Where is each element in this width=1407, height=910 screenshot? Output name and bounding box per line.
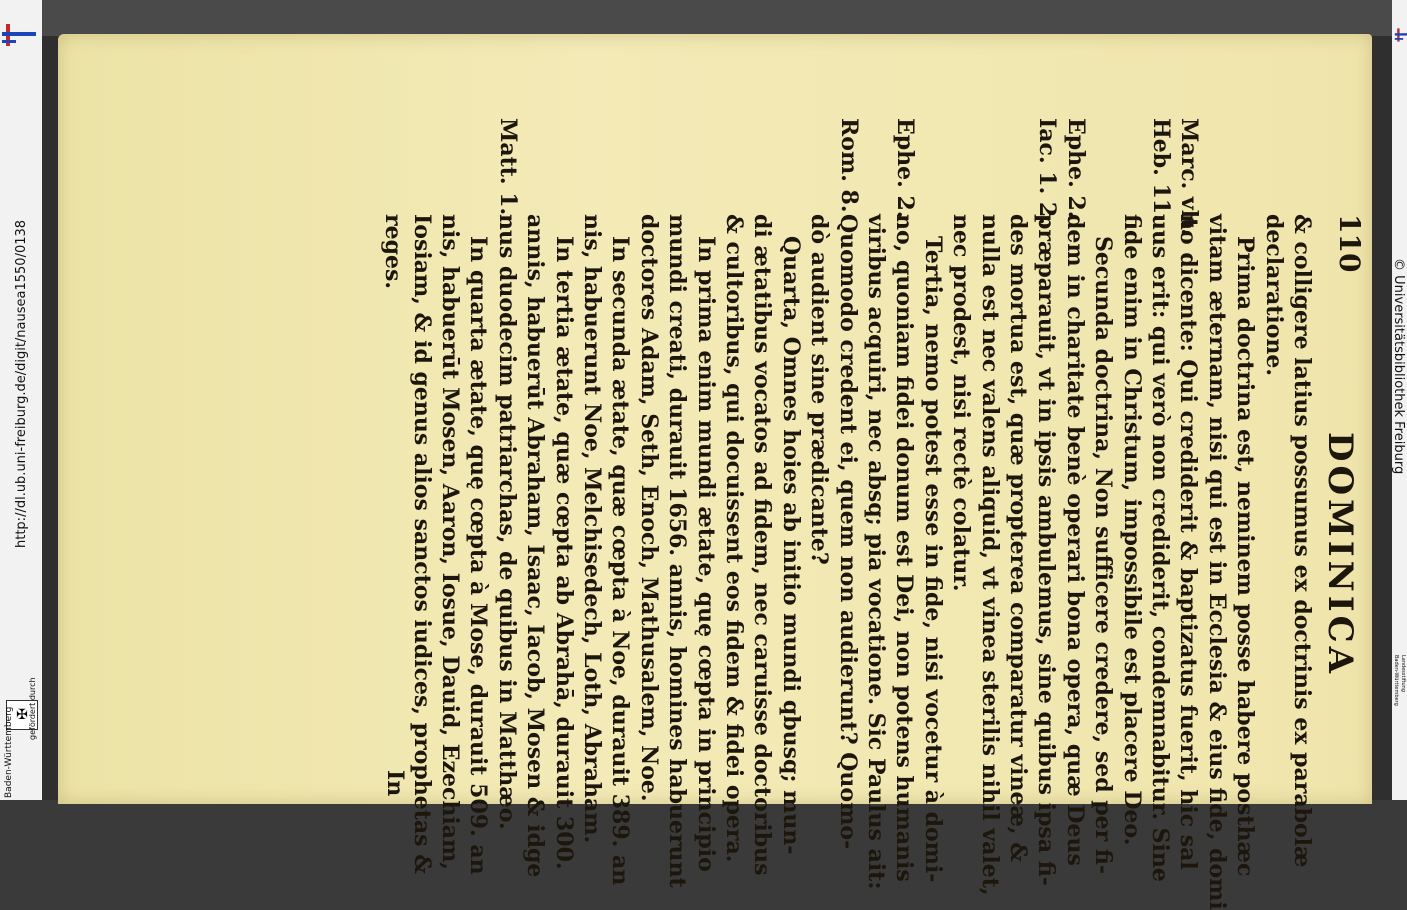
margin-reference: Marc. vlt. bbox=[1176, 118, 1203, 236]
catchword: In bbox=[382, 770, 408, 797]
page-number: 110 bbox=[1333, 214, 1366, 273]
text-line: des mortua est, quæ propterea comparatur vineæ, & bbox=[1005, 214, 1031, 863]
text-line: nus duodecim patriarchas, de quibus in Matthæo. bbox=[493, 214, 520, 830]
margin-reference: Matt. 1. bbox=[494, 118, 521, 216]
text-line: nis, habuerūt Mosen, Aaron, Iosue, Dauid, Ezechiam, bbox=[437, 214, 463, 870]
funder-name: Baden-Württemberg bbox=[4, 706, 14, 798]
text-line: no, quoniam fidei donum est Dei, non potens humanis bbox=[891, 214, 918, 882]
text-line: In prima enim mundi ætate, quę cœpta in principio bbox=[692, 236, 719, 872]
text-line: nec prodest, nisi rectè colatur. bbox=[948, 214, 975, 592]
flag-icon bbox=[2, 24, 36, 46]
funder-logo-icon: ✠ bbox=[6, 700, 38, 730]
text-line: viribus acquiri, nec absq; pia vocatione. Sic Paulus ait: bbox=[863, 214, 889, 890]
text-line: In secunda ætate, quæ cœpta à Noe, durauit 389. an bbox=[607, 236, 634, 886]
text-line: reges. bbox=[380, 214, 407, 290]
text-line: mundi creati, durauit 1656. annis, homines habuerunt bbox=[664, 214, 691, 888]
copyright-text: © Universitätsbibliothek Freiburg bbox=[1391, 258, 1406, 475]
viewer-url[interactable]: http://dl.ub.uni-freiburg.de/digit/nausea1550/0138 bbox=[14, 219, 29, 548]
running-head: DOMINICA bbox=[1320, 432, 1360, 678]
text-line: dò audient sine prædicante? bbox=[806, 214, 833, 565]
text-line: uus erit: qui verò non crediderit, condemnabitur. Sine bbox=[1147, 214, 1173, 882]
text-line: Iosiam, & id genus alios sanctos iudices, prophetas & bbox=[408, 214, 435, 875]
book-page bbox=[58, 34, 1372, 910]
text-line: dem in charitate benè operari bona opera, quæ Deus bbox=[1061, 214, 1088, 866]
text-line: In tertia ætate, quæ cœpta ab Abrahā, durauit 300. bbox=[550, 236, 577, 870]
margin-reference: Ephe. 2. bbox=[892, 118, 919, 219]
text-line: nis, habuerunt Noe, Melchisedech, Loth, Abraham. bbox=[579, 214, 605, 844]
funded-by-label: gefördert durch bbox=[28, 677, 37, 740]
text-line: di ætatibus vocatos ad fidem, nec caruisse doctoribus bbox=[749, 214, 776, 876]
text-line: Secunda doctrina, Non sufficere credere, sed per fi- bbox=[1090, 236, 1117, 875]
margin-reference: Iac. 1. 2. bbox=[1034, 118, 1061, 225]
margin-reference: Ephe. 2. bbox=[1062, 118, 1089, 219]
side-note-1: Landesstiftung bbox=[1400, 655, 1406, 692]
text-line: præparauit, vt in ipsis ambulemus, sine quibus ipsa fi- bbox=[1033, 214, 1060, 886]
text-line: vitam æternam, nisi qui est in Ecclesia & eius fide, domi bbox=[1203, 214, 1230, 910]
side-note-2: Baden-Württemberg bbox=[1393, 655, 1399, 706]
text-line: Tertia, nemo potest esse in fide, nisi vocetur à domi- bbox=[919, 236, 946, 883]
margin-reference: Heb. 11. bbox=[1148, 118, 1174, 222]
text-line: & cultoribus, qui docuissent eos fidem & fidei opera. bbox=[721, 214, 747, 863]
viewer-right-strip bbox=[1392, 0, 1407, 800]
text-line: In quarta ætate, quę cœpta à Mose, durauit 509. an bbox=[465, 236, 492, 875]
text-line: declaratione. bbox=[1260, 214, 1287, 377]
viewer-left-strip bbox=[0, 0, 42, 800]
scanner-frame-top bbox=[42, 0, 1392, 36]
text-line: doctores Adam, Seth, Enoch, Mathusalem, Noe. bbox=[635, 214, 662, 802]
text-line: Quarta, Omnes hoies ab initio mundi qbusq; mun- bbox=[777, 236, 804, 855]
margin-reference: Rom. 8. bbox=[835, 118, 862, 213]
text-line: & colligere latius possumus ex doctrinis ex parabolæ bbox=[1289, 214, 1315, 868]
flag-icon-right bbox=[1395, 28, 1407, 41]
text-line: annis, habuerūt Abraham, Isaac, Iacob, Mosen & idge bbox=[522, 214, 549, 878]
page-text-block bbox=[368, 118, 1368, 910]
text-line: Prima doctrina est, neminem posse habere posthæc bbox=[1232, 236, 1259, 877]
text-line: fide enim in Christum, impossibile est placere Deo. bbox=[1118, 214, 1145, 846]
text-line: nulla est nec valens aliquid, vt vinea sterilis nihil valet, bbox=[976, 214, 1003, 896]
text-line: Quomodo credent ei, quem non audierunt? Quomo- bbox=[834, 214, 861, 850]
text-line: no dicente: Qui crediderit & baptizatus fuerit, hic sal bbox=[1175, 214, 1202, 870]
